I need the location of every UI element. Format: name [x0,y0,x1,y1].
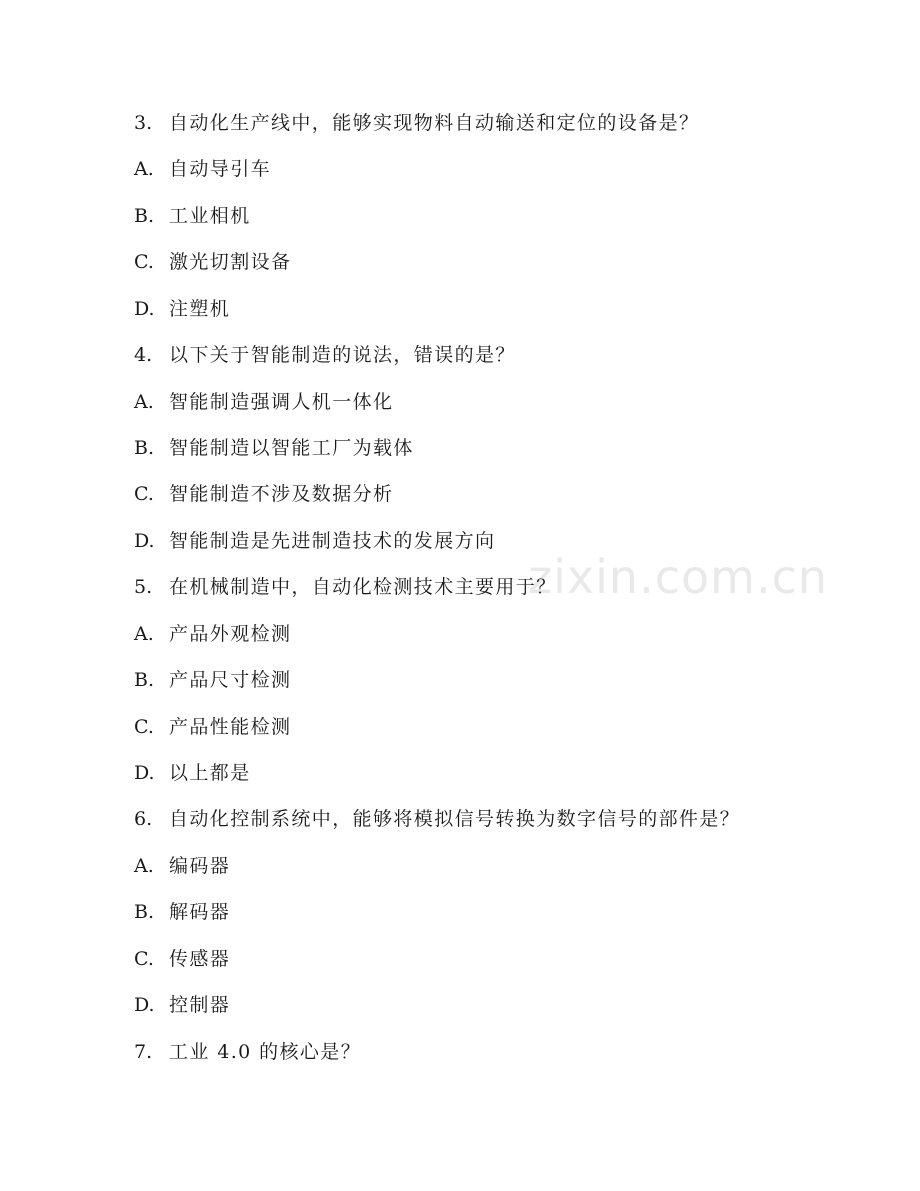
option-letter: A. [134,391,154,413]
question-number: 5. [134,576,153,598]
option-5a [134,622,291,646]
option-text: 产品外观检测 [169,623,292,645]
option-3a [134,157,271,181]
question-5 [134,575,557,599]
question-number: 7. [134,1041,153,1063]
question-7 [134,1040,361,1064]
option-text: 以上都是 [169,762,251,784]
option-letter: C. [134,716,154,738]
option-letter: B. [134,901,155,923]
option-4c [134,482,393,506]
question-text: 工业 4.0 的核心是？ [169,1041,362,1063]
option-6d [134,993,230,1017]
option-letter: C. [134,483,154,505]
option-6c [134,947,230,971]
option-5d [134,761,251,785]
question-6 [134,807,740,831]
option-letter: A. [134,158,154,180]
option-text: 产品性能检测 [169,716,292,738]
option-3d [134,297,230,321]
option-6b [134,900,230,924]
option-text: 编码器 [169,855,231,877]
option-letter: C. [134,251,154,273]
option-letter: C. [134,948,154,970]
option-text: 智能制造是先进制造技术的发展方向 [169,530,496,552]
question-text: 以下关于智能制造的说法，错误的是？ [169,344,516,366]
option-text: 智能制造以智能工厂为载体 [169,437,414,459]
option-3b [134,204,251,228]
option-letter: B. [134,205,155,227]
option-5c [134,715,291,739]
option-4d [134,529,495,553]
question-text: 在机械制造中，自动化检测技术主要用于？ [169,576,557,598]
option-letter: D. [134,994,155,1016]
option-letter: D. [134,298,155,320]
question-3 [134,111,699,135]
option-4a [134,390,393,414]
option-text: 控制器 [169,994,231,1016]
option-letter: D. [134,530,155,552]
option-letter: B. [134,669,155,691]
option-text: 传感器 [169,948,231,970]
question-text: 自动化生产线中，能够实现物料自动输送和定位的设备是？ [169,112,700,134]
option-6a [134,854,230,878]
option-text: 解码器 [169,901,231,923]
watermark: zixin.com.cn [528,550,829,604]
option-text: 注塑机 [169,298,231,320]
option-letter: A. [134,623,154,645]
option-letter: B. [134,437,155,459]
question-number: 6. [134,808,153,830]
option-3c [134,250,291,274]
option-4b [134,436,414,460]
option-5b [134,668,291,692]
question-number: 4. [134,344,153,366]
option-text: 智能制造强调人机一体化 [169,391,394,413]
question-number: 3. [134,112,153,134]
option-text: 智能制造不涉及数据分析 [169,483,394,505]
question-4 [134,343,516,367]
option-letter: D. [134,762,155,784]
option-text: 激光切割设备 [169,251,292,273]
question-text: 自动化控制系统中，能够将模拟信号转换为数字信号的部件是？ [169,808,741,830]
option-letter: A. [134,855,154,877]
option-text: 产品尺寸检测 [169,669,292,691]
option-text: 自动导引车 [169,158,272,180]
option-text: 工业相机 [169,205,251,227]
